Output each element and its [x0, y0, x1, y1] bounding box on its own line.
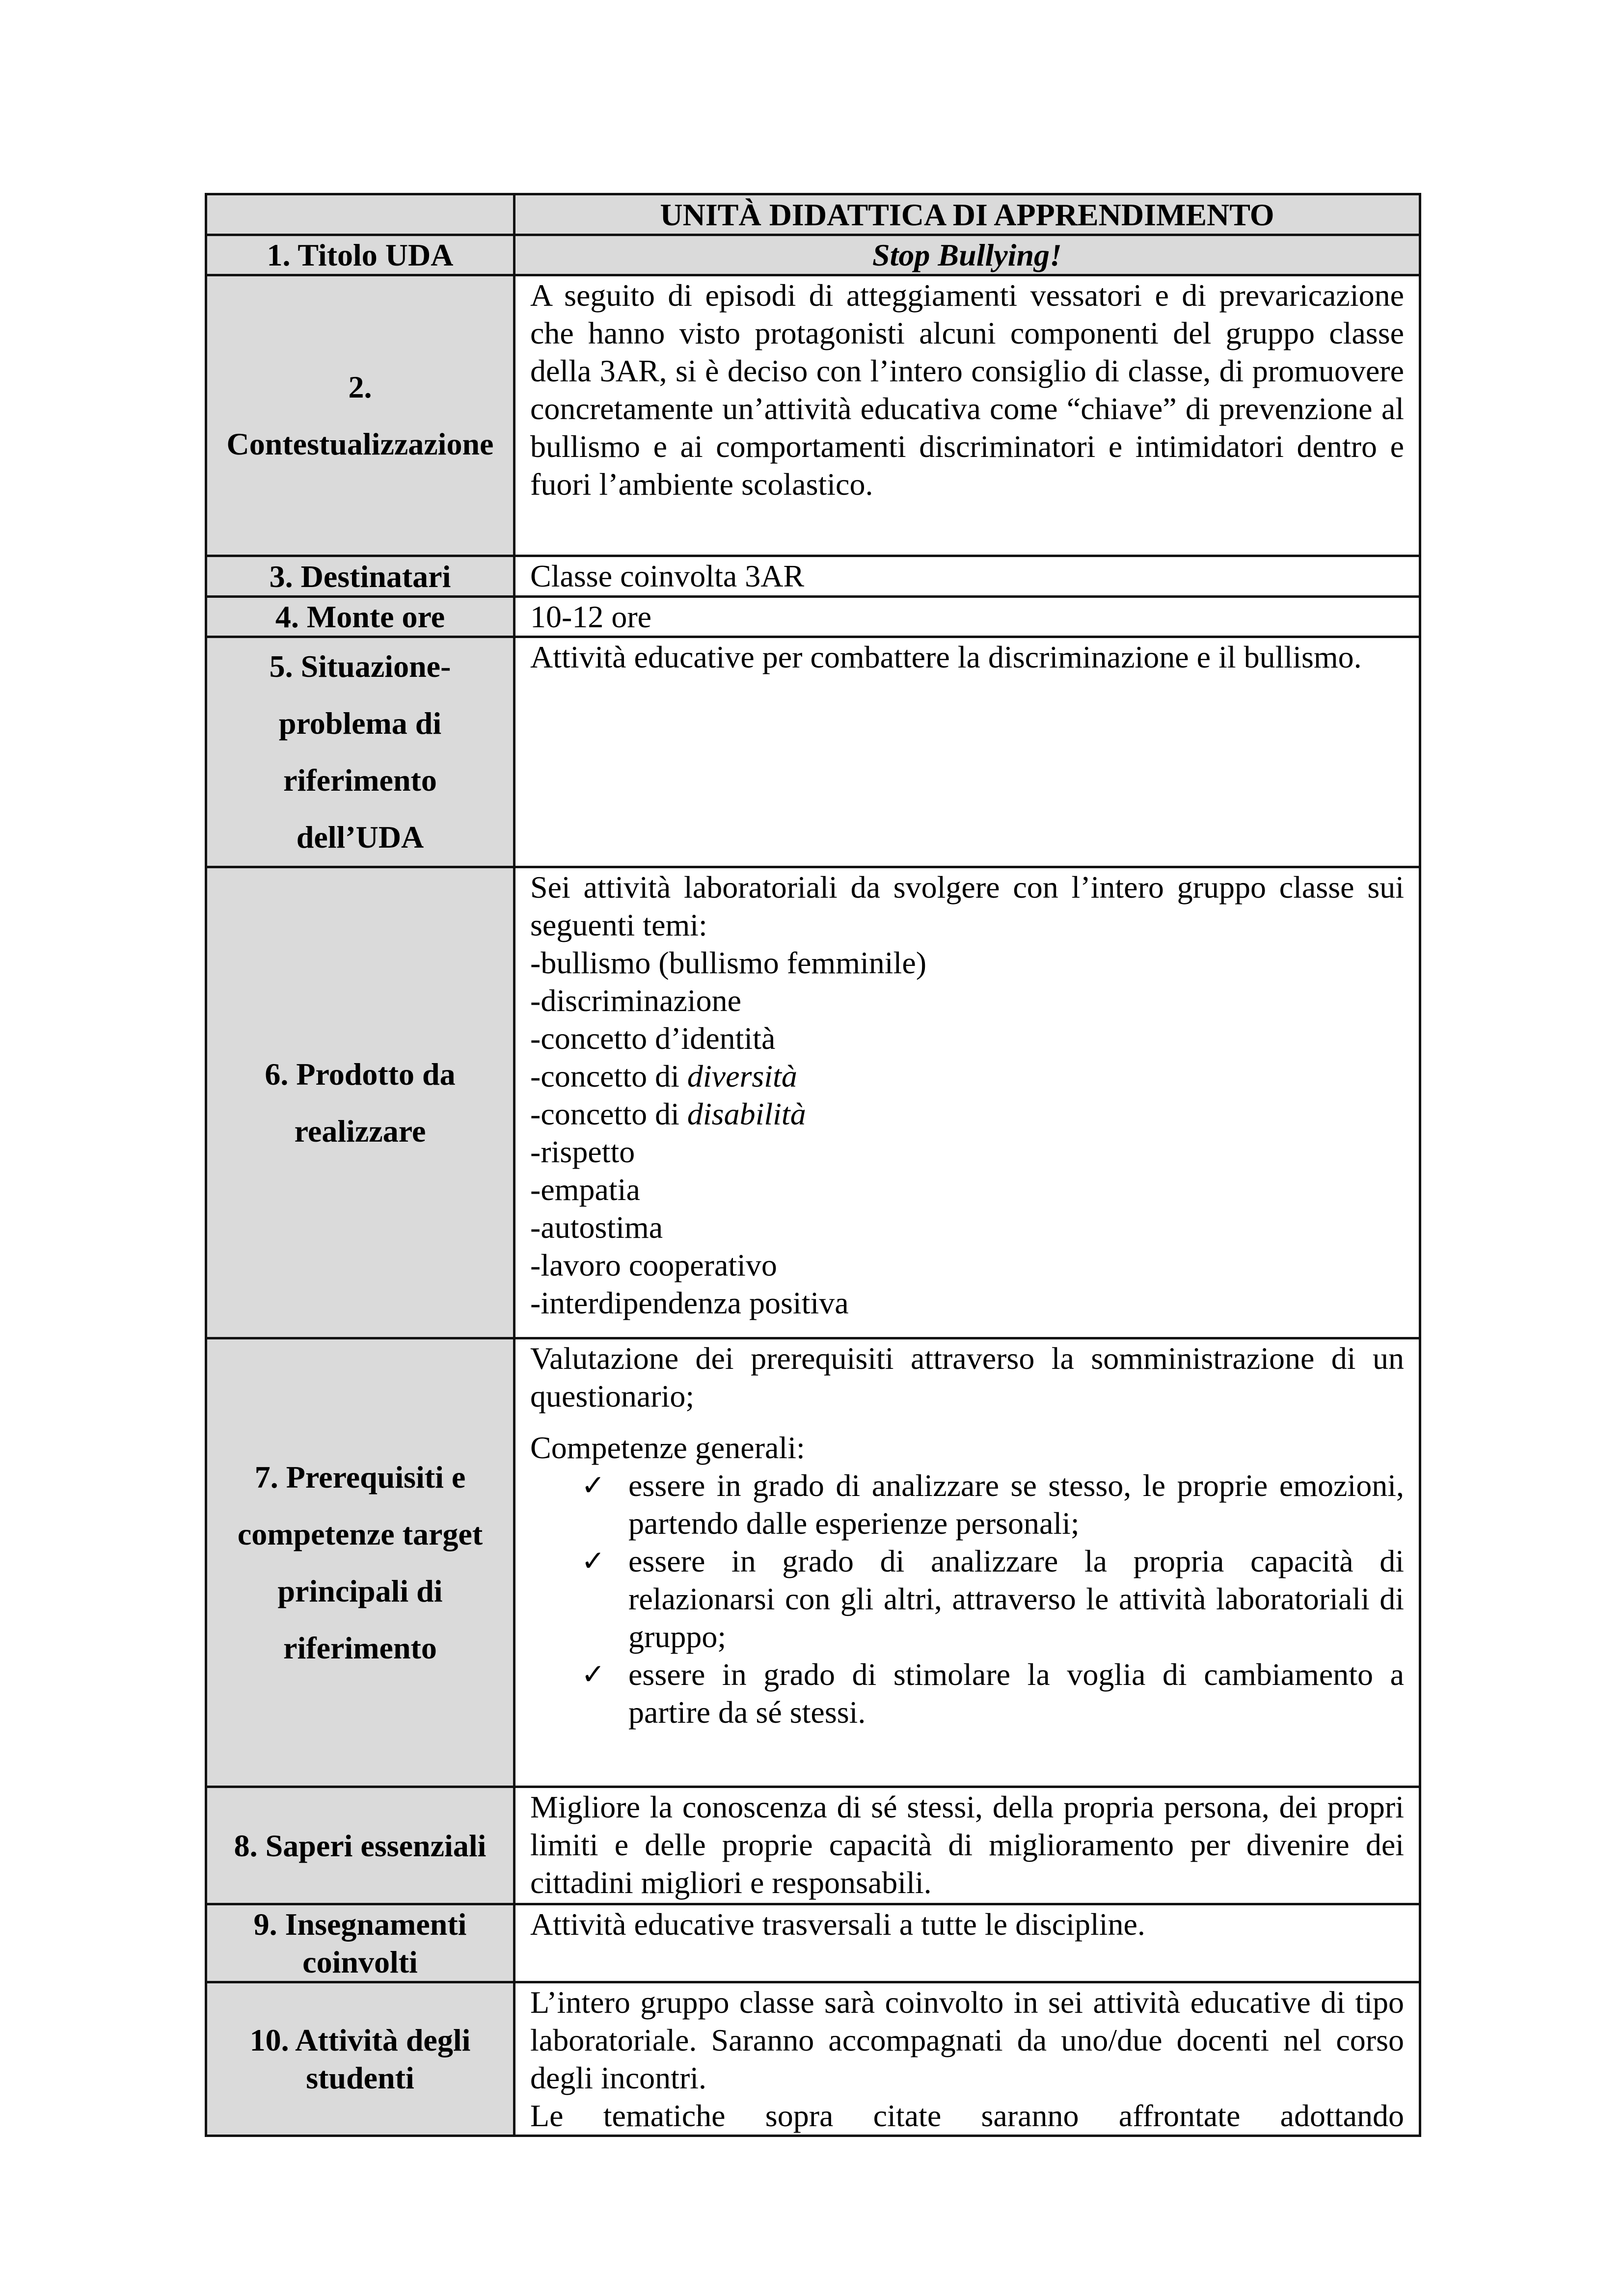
value-attivita: [514, 1982, 1420, 2136]
value-saperi: Migliore la conoscenza di sé stessi, della propria persona, dei propri limiti e delle proprie capacità di miglioramento per divenire dei cittadini migliori e responsabili.: [514, 1787, 1420, 1904]
row-attivita: [206, 1982, 1420, 2136]
value-monte-ore: 10-12 ore: [514, 597, 1420, 637]
row-saperi: [206, 1787, 1420, 1904]
check-icon: ✓: [581, 1658, 605, 1690]
label-line: competenze target: [237, 1516, 483, 1551]
header-empty-cell: [206, 194, 514, 235]
topic-item: -discriminazione: [530, 983, 742, 1018]
label-titolo: 1. Titolo UDA: [206, 235, 514, 275]
competenze-list: [530, 1467, 1404, 1731]
topic-item: -bullismo (bullismo femminile): [530, 945, 927, 980]
label-insegnamenti: [206, 1904, 514, 1982]
value-situazione-problema: Attività educative per combattere la discriminazione e il bullismo.: [514, 637, 1420, 867]
label-monte-ore: 4. Monte ore: [206, 597, 514, 637]
row-destinatari: [206, 556, 1420, 597]
label-prodotto: [206, 867, 514, 1338]
header-row: [206, 194, 1420, 235]
label-saperi: 8. Saperi essenziali: [206, 1787, 514, 1904]
attivita-text-1: L’intero gruppo classe sarà coinvolto in sei attività educative di tipo laboratoriale. Saranno accompagnati da uno/due docenti nel corso degli incontri.: [530, 1985, 1404, 2095]
label-line: Contestualizzazione: [226, 426, 494, 461]
topic-item: -concetto d’identità: [530, 1021, 776, 1056]
label-line: 10. Attività degli: [249, 2023, 471, 2057]
topic-item: -rispetto: [530, 1134, 635, 1169]
label-line: 9. Insegnamenti: [253, 1907, 467, 1942]
label-line: dell’UDA: [296, 820, 424, 854]
prodotto-intro: Sei attività laboratoriali da svolgere con l’intero gruppo classe sui seguenti temi:: [530, 870, 1404, 942]
label-line: principali di: [277, 1573, 443, 1608]
competenza-item: ✓ essere in grado di analizzare se stesso, le proprie emozioni, partendo dalle esperienze personali;: [530, 1467, 1404, 1542]
topic-item: -lavoro cooperativo: [530, 1248, 777, 1282]
document-title: UNITÀ DIDATTICA DI APPRENDIMENTO: [514, 194, 1420, 235]
row-prodotto: [206, 867, 1420, 1338]
row-monte-ore: [206, 597, 1420, 637]
topics-list: [530, 944, 1404, 1322]
label-destinatari: 3. Destinatari: [206, 556, 514, 597]
competenza-item: ✓ essere in grado di analizzare la propria capacità di relazionarsi con gli altri, attraverso le attività laboratoriali di gruppo;: [530, 1542, 1404, 1655]
topic-item: -concetto di diversità: [530, 1059, 797, 1094]
label-line: problema di: [278, 706, 442, 741]
uda-table: [205, 193, 1421, 2137]
label-line: 7. Prerequisiti e: [254, 1459, 466, 1495]
row-prerequisiti: [206, 1338, 1420, 1787]
label-attivita: [206, 1982, 514, 2136]
label-line: realizzare: [294, 1113, 426, 1148]
label-line: riferimento: [283, 763, 437, 798]
label-contestualizzazione: [206, 275, 514, 556]
label-situazione-problema: [206, 637, 514, 867]
label-line: 6. Prodotto da: [265, 1056, 456, 1092]
value-prerequisiti: [514, 1338, 1420, 1787]
value-prodotto: [514, 867, 1420, 1338]
label-line: coinvolti: [302, 1945, 418, 1979]
label-prerequisiti: [206, 1338, 514, 1787]
competenza-item: ✓ essere in grado di stimolare la voglia di cambiamento a partire da sé stessi.: [530, 1655, 1404, 1731]
attivita-text-2: Le tematiche sopra citate saranno affrontate adottando: [530, 2098, 1404, 2133]
label-line: 2.: [348, 369, 372, 404]
topic-item: -autostima: [530, 1210, 663, 1245]
contesto-text: A seguito di episodi di atteggiamenti vessatori e di prevaricazione che hanno visto protagonisti alcuni componenti del gruppo classe della 3AR, si è deciso con l’intero consiglio di classe, di promuovere concretamente un’attività educativa come “chiave” di prevenzione al bullismo e ai comportamenti discriminatori e intimidatori dentro e fuori l’ambiente scolastico.: [530, 278, 1404, 502]
row-insegnamenti: [206, 1904, 1420, 1982]
prerequisiti-intro: Valutazione dei prerequisiti attraverso la somministrazione di un questionario;: [530, 1341, 1404, 1414]
label-line: riferimento: [283, 1630, 437, 1665]
value-titolo: Stop Bullying!: [514, 235, 1420, 275]
check-icon: ✓: [581, 1545, 605, 1577]
value-insegnamenti: Attività educative trasversali a tutte le discipline.: [514, 1904, 1420, 1982]
competenze-title: Competenze generali:: [530, 1430, 805, 1465]
topic-item: -empatia: [530, 1172, 640, 1207]
row-situazione-problema: [206, 637, 1420, 867]
value-contestualizzazione: [514, 275, 1420, 556]
label-line: 5. Situazione-: [269, 649, 451, 684]
topic-item: -concetto di disabilità: [530, 1096, 806, 1131]
label-line: studenti: [306, 2060, 414, 2095]
row-contestualizzazione: [206, 275, 1420, 556]
row-titolo: [206, 235, 1420, 275]
value-destinatari: Classe coinvolta 3AR: [514, 556, 1420, 597]
check-icon: ✓: [581, 1469, 605, 1501]
topic-item: -interdipendenza positiva: [530, 1285, 849, 1320]
